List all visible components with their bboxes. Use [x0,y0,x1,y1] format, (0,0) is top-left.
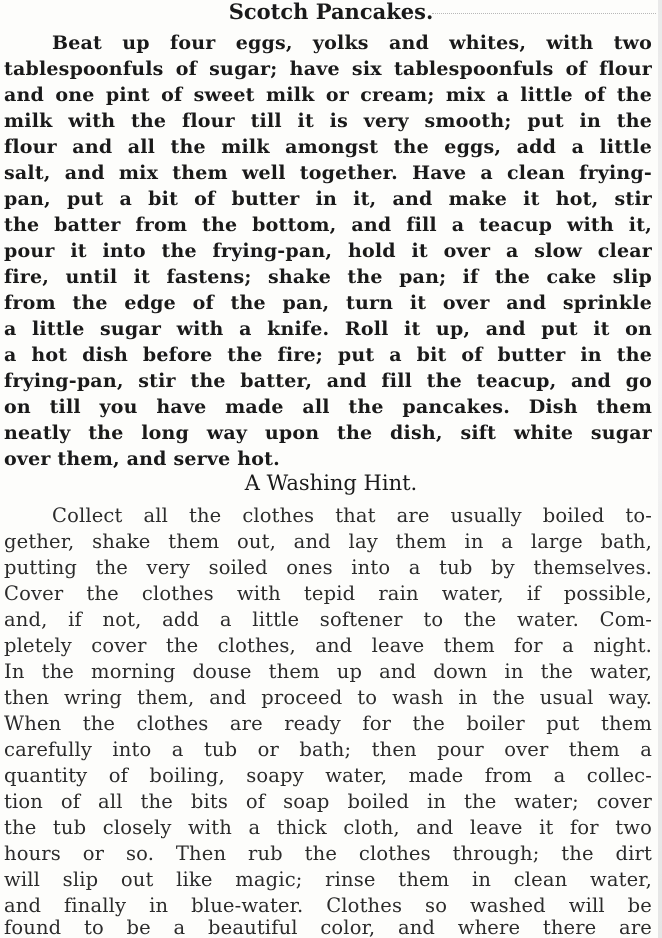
body-line: tablespoonfuls of sugar; have six tablespoonfuls of flour [4,58,652,80]
body-line: salt, and mix them well together. Have a clean frying- [4,162,652,184]
body-line: hours or so. Then rub the clothes through; the dirt [4,842,652,865]
body-line: frying-pan, stir the batter, and fill the teacup, and go [4,370,652,392]
body-line: pour it into the frying-pan, hold it over a slow clear [4,240,652,262]
body-line: quantity of boiling, soapy water, made from a collec- [4,764,652,787]
page-edge [658,0,662,938]
body-line: In the morning douse them up and down in the water, [4,660,652,683]
body-line: a hot dish before the fire; put a bit of butter in the [4,344,652,366]
body-line: neatly the long way upon the dish, sift white sugar [4,422,652,444]
body-line: a little sugar with a knife. Roll it up, and put it on [4,318,652,340]
body-line: fire, until it fastens; shake the pan; if the cake slip [4,266,652,288]
body-line: milk with the flour till it is very smooth; put in the [4,110,652,132]
body-line: Beat up four eggs, yolks and whites, with two [52,32,652,54]
body-line: then wring them, and proceed to wash in the usual way. [4,686,652,709]
body-line: flour and all the milk amongst the eggs, add a little [4,136,652,158]
section-title-scotch-pancakes: Scotch Pancakes. [228,0,434,24]
body-line: putting the very soiled ones into a tub by themselves. [4,556,652,579]
body-line: and one pint of sweet milk or cream; mix a little of the [4,84,652,106]
body-line: Cover the clothes with tepid rain water, if possible, [4,582,652,605]
body-line: will slip out like magic; rinse them in clean water, [4,868,652,891]
body-line: pletely cover the clothes, and leave them for a night. [4,634,652,657]
body-line: from the edge of the pan, turn it over and sprinkle [4,292,652,314]
body-line: gether, shake them out, and lay them in a large bath, [4,530,652,553]
body-line: tion of all the bits of soap boiled in the water; cover [4,790,652,813]
body-line: and, if not, add a little softener to the water. Com- [4,608,652,631]
section-title-washing-hint: A Washing Hint. [244,471,418,495]
dotted-rule [432,13,656,14]
body-line: pan, put a bit of butter in it, and make it hot, stir [4,188,652,210]
body-line: found to be a beautiful color, and where there are [4,916,652,938]
body-line: the batter from the bottom, and fill a teacup with it, [4,214,652,236]
body-line: When the clothes are ready for the boiler put them [4,712,652,735]
body-line: on till you have made all the pancakes. Dish them [4,396,652,418]
body-line: Collect all the clothes that are usually boiled to- [52,504,652,527]
body-line: carefully into a tub or bath; then pour over them a [4,738,652,761]
body-line: and finally in blue-water. Clothes so washed will be [4,894,652,917]
body-line: over them, and serve hot. [4,448,280,470]
body-line: the tub closely with a thick cloth, and leave it for two [4,816,652,839]
